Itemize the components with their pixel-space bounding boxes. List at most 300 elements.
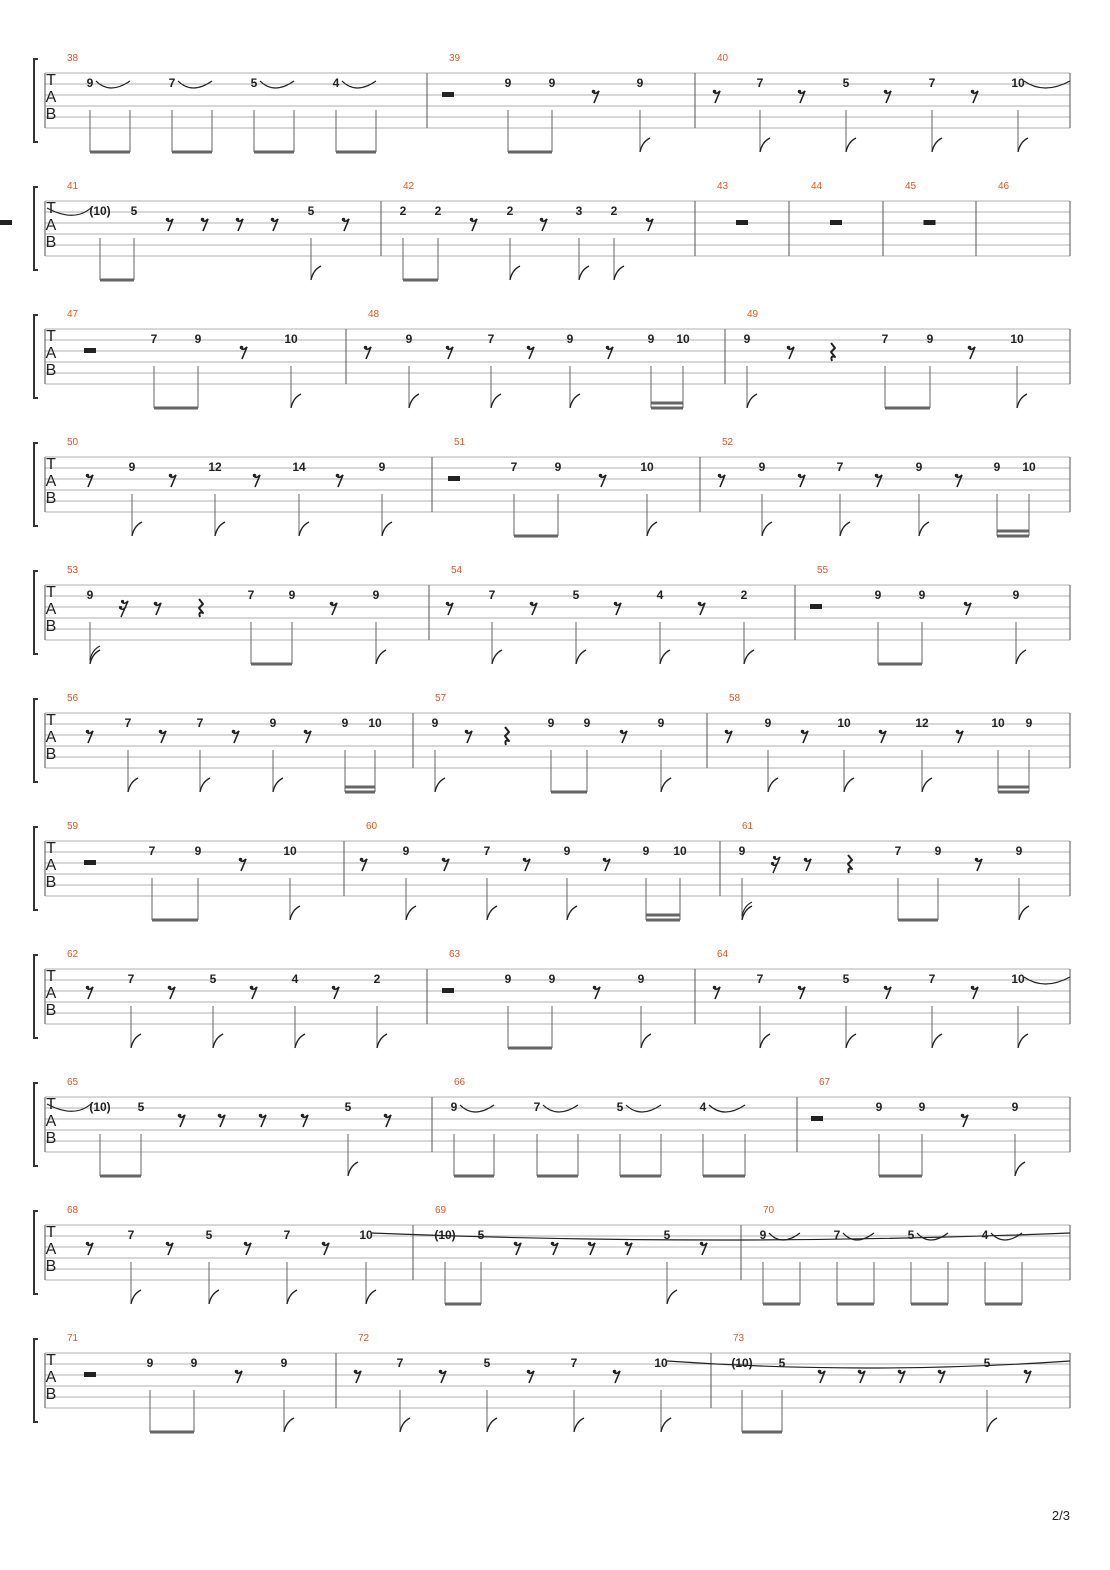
note-flag (844, 778, 854, 792)
fret-number: 7 (150, 332, 158, 346)
fret-number: 10 (991, 716, 1005, 730)
measure-number: 44 (811, 181, 823, 192)
half-rest (448, 476, 460, 481)
measure (442, 949, 651, 1048)
measure-number: 51 (454, 437, 466, 448)
fret-number: (10) (89, 1100, 111, 1114)
fret-number: 7 (510, 460, 518, 474)
fret-number: 7 (881, 332, 889, 346)
tab-clef-letter: T (46, 1224, 56, 1241)
tab-clef-letter: B (45, 618, 57, 635)
fret-number: 9 (1012, 588, 1020, 602)
fret-number: 9 (874, 588, 882, 602)
fret-number: 7 (168, 76, 176, 90)
fret-number: 9 (86, 588, 94, 602)
system-bracket (34, 827, 38, 910)
fret-number: 9 (450, 1100, 458, 1114)
note-flag (128, 778, 138, 792)
tab-system (34, 693, 1070, 792)
note-flag (311, 266, 321, 280)
note-flag (661, 778, 671, 792)
fret-number: 10 (673, 844, 687, 858)
tab-clef-letter: B (45, 746, 57, 763)
measure-number: 46 (998, 181, 1010, 192)
measure-number: 63 (449, 949, 461, 960)
note-flag (742, 906, 752, 920)
fret-number: 7 (836, 460, 844, 474)
tab-clef-letter: B (45, 1130, 57, 1147)
measure (67, 53, 376, 152)
fret-number: 9 (341, 716, 349, 730)
fret-number: 5 (137, 1100, 145, 1114)
fret-number: 10 (368, 716, 382, 730)
fret-number: 9 (743, 332, 751, 346)
tab-clef-letter: A (45, 473, 57, 490)
fret-number: 9 (738, 844, 746, 858)
measure (434, 1205, 707, 1304)
fret-number: 9 (378, 460, 386, 474)
measure (67, 437, 392, 536)
measure-number: 38 (67, 53, 79, 64)
note-flag (382, 522, 392, 536)
system-bracket (34, 699, 38, 782)
measure-number: 66 (454, 1077, 466, 1088)
fret-number: 9 (402, 844, 410, 858)
fret-number: 12 (915, 716, 929, 730)
tab-clef-letter: T (46, 200, 56, 217)
tab-clef-letter: B (45, 874, 57, 891)
tab-clef-letter: T (46, 456, 56, 473)
fret-number: 9 (146, 1356, 154, 1370)
measure-number: 52 (722, 437, 734, 448)
tab-clef-letter: T (46, 712, 56, 729)
fret-number: 7 (533, 1100, 541, 1114)
tab-clef-letter: A (45, 1113, 57, 1130)
tie-arc (342, 81, 376, 88)
note-flag (768, 778, 778, 792)
half-rest (736, 220, 748, 225)
fret-number: 9 (554, 460, 562, 474)
note-flag (647, 522, 657, 536)
fret-number: 2 (506, 204, 514, 218)
measure (67, 1205, 1070, 1304)
note-flag (922, 778, 932, 792)
fret-number: 7 (570, 1356, 578, 1370)
measure (448, 437, 657, 536)
measure-number: 72 (358, 1333, 370, 1344)
fret-number: 7 (283, 1228, 291, 1242)
tab-clef-letter: B (45, 1386, 57, 1403)
fret-number: 5 (483, 1356, 491, 1370)
note-flag (1019, 906, 1029, 920)
measure-number: 53 (67, 565, 79, 576)
measure-number: 45 (905, 181, 917, 192)
tab-clef-letter: B (45, 1258, 57, 1275)
measure-number: 69 (435, 1205, 447, 1216)
note-flag (435, 778, 445, 792)
measure (47, 1077, 391, 1176)
measure-number: 48 (368, 309, 380, 320)
measure-number: 61 (742, 821, 754, 832)
measure-number: 73 (733, 1333, 745, 1344)
fret-number: 5 (907, 1228, 915, 1242)
fret-number: 9 (764, 716, 772, 730)
fret-number: 2 (434, 204, 442, 218)
note-flag (491, 394, 501, 408)
note-flag (846, 1034, 856, 1048)
fret-number: 5 (663, 1228, 671, 1242)
measure-number: 50 (67, 437, 79, 448)
note-flag (570, 394, 580, 408)
note-flag (209, 1290, 219, 1304)
measure-number: 67 (819, 1077, 831, 1088)
measure (811, 1077, 1025, 1176)
note-flag (1018, 138, 1028, 152)
fret-number: 9 (372, 588, 380, 602)
measure (811, 181, 842, 225)
fret-number: 9 (759, 1228, 767, 1242)
tab-clef-letter: B (45, 362, 57, 379)
system-bracket (34, 443, 38, 526)
fret-number: 10 (1011, 76, 1025, 90)
fret-number: 5 (250, 76, 258, 90)
sixteenth-rest (772, 857, 780, 873)
fret-number: 10 (359, 1228, 373, 1242)
fret-number: 9 (926, 332, 934, 346)
fret-number: 9 (548, 76, 556, 90)
note-flag (492, 650, 502, 664)
note-flag (641, 1034, 651, 1048)
fret-number: 2 (373, 972, 381, 986)
measure-number: 68 (67, 1205, 79, 1216)
measure (717, 181, 748, 225)
fret-number: 9 (504, 76, 512, 90)
system-bracket (34, 571, 38, 654)
note-flag (131, 1034, 141, 1048)
note-flag (510, 266, 520, 280)
fret-number: (10) (89, 204, 111, 218)
tab-clef-letter: A (45, 89, 57, 106)
fret-number: 5 (205, 1228, 213, 1242)
quarter-rest (199, 599, 203, 617)
fret-number: 9 (194, 844, 202, 858)
fret-number: 7 (833, 1228, 841, 1242)
measure (432, 693, 671, 792)
note-flag (1018, 1034, 1028, 1048)
measure (905, 181, 936, 225)
note-flag (284, 1418, 294, 1432)
fret-number: 9 (642, 844, 650, 858)
note-flag (487, 1418, 497, 1432)
tie-arc (667, 1361, 1070, 1368)
note-flag (762, 522, 772, 536)
fret-number: 7 (127, 1228, 135, 1242)
note-flag (90, 650, 100, 664)
note-flag (295, 1034, 305, 1048)
fret-number: 3 (575, 204, 583, 218)
fret-number: 9 (918, 588, 926, 602)
measure (400, 181, 653, 280)
note-flag (215, 522, 225, 536)
tie-arc (1024, 81, 1070, 88)
fret-number: 4 (699, 1100, 707, 1114)
measure (810, 565, 1026, 664)
fret-number: 9 (190, 1356, 198, 1370)
fret-number: 5 (209, 972, 217, 986)
tie-arc (917, 1233, 948, 1240)
note-flag (1017, 394, 1027, 408)
note-flag (747, 394, 757, 408)
note-flag (640, 138, 650, 152)
fret-number: 5 (344, 1100, 352, 1114)
note-flag (614, 266, 624, 280)
note-flag (576, 650, 586, 664)
fret-number: 14 (292, 460, 306, 474)
tab-system (34, 949, 1070, 1048)
tab-system (34, 1333, 1070, 1432)
fret-number: 12 (208, 460, 222, 474)
tab-clef-letter: T (46, 584, 56, 601)
note-flag (406, 906, 416, 920)
note-flag (932, 1034, 942, 1048)
quarter-rest (505, 727, 509, 745)
measure-number: 49 (747, 309, 759, 320)
tab-system (34, 437, 1070, 536)
measure-number: 42 (403, 181, 415, 192)
note-flag (348, 1162, 358, 1176)
measure (67, 565, 386, 664)
tab-clef-letter: B (45, 106, 57, 123)
system-bracket (34, 315, 38, 398)
fret-number: 5 (778, 1356, 786, 1370)
note-flag (1015, 1162, 1025, 1176)
measure-number: 40 (717, 53, 729, 64)
fret-number: 7 (488, 588, 496, 602)
note-flag (574, 1418, 584, 1432)
quarter-rest (831, 343, 835, 361)
measure-number: 41 (67, 181, 79, 192)
fret-number: 10 (1022, 460, 1036, 474)
note-flag (744, 650, 754, 664)
fret-number: 9 (915, 460, 923, 474)
fret-number: 9 (657, 716, 665, 730)
measure-number: 64 (717, 949, 729, 960)
note-flag (661, 1418, 671, 1432)
measure-number: 71 (67, 1333, 79, 1344)
note-flag (290, 906, 300, 920)
measure (47, 181, 349, 280)
note-flag (987, 1418, 997, 1432)
page-number: 2/3 (1051, 1508, 1070, 1523)
fret-number: 2 (740, 588, 748, 602)
fret-number: 4 (332, 76, 340, 90)
system-bracket (34, 1211, 38, 1294)
measure-number: 58 (729, 693, 741, 704)
system-bracket (34, 955, 38, 1038)
tab-clef-letter: T (46, 1352, 56, 1369)
system-bracket (34, 59, 38, 142)
tab-clef-letter: T (46, 968, 56, 985)
fret-number: 5 (842, 76, 850, 90)
half-rest (810, 604, 822, 609)
measure (442, 53, 650, 152)
fret-number: 4 (656, 588, 664, 602)
fret-number: 2 (399, 204, 407, 218)
note-flag (287, 1290, 297, 1304)
measure (725, 693, 1033, 792)
measure-number: 70 (763, 1205, 775, 1216)
tab-clef-letter: T (46, 1096, 56, 1113)
note-flag (409, 394, 419, 408)
note-flag (291, 394, 301, 408)
fret-number: 5 (307, 204, 315, 218)
tab-clef-letter: A (45, 345, 57, 362)
measure (760, 1205, 1022, 1304)
measure-number: 54 (451, 565, 463, 576)
note-flag (200, 778, 210, 792)
measure (0, 181, 1010, 225)
fret-number: 7 (247, 588, 255, 602)
fret-number: 9 (647, 332, 655, 346)
fret-number: 9 (918, 1100, 926, 1114)
measure (731, 1333, 1031, 1432)
note-flag (273, 778, 283, 792)
measure (67, 821, 300, 920)
tab-clef-letter: T (46, 328, 56, 345)
measure-number: 65 (67, 1077, 79, 1088)
fret-number: 9 (86, 76, 94, 90)
fret-number: 7 (756, 972, 764, 986)
measure-number: 56 (67, 693, 79, 704)
note-flag (132, 522, 142, 536)
measure-number: 39 (449, 53, 461, 64)
measure (364, 309, 690, 408)
fret-number: 9 (194, 332, 202, 346)
system-bracket (34, 1083, 38, 1166)
quarter-rest (848, 855, 852, 873)
note-flag (131, 1290, 141, 1304)
note-flag (932, 138, 942, 152)
fret-number: 9 (431, 716, 439, 730)
fret-number: 10 (283, 844, 297, 858)
fret-number: 10 (837, 716, 851, 730)
tab-system (34, 821, 1070, 920)
measure (713, 949, 1070, 1048)
tab-system (34, 1205, 1070, 1304)
fret-number: 9 (128, 460, 136, 474)
fret-number: 9 (1015, 844, 1023, 858)
note-flag (660, 650, 670, 664)
tie-arc (178, 81, 212, 88)
tie-arc (96, 81, 130, 88)
fret-number: 7 (928, 76, 936, 90)
tab-clef-letter: A (45, 857, 57, 874)
measure (67, 949, 387, 1048)
tab-clef-letter: A (45, 1241, 57, 1258)
tab-system (34, 1077, 1070, 1176)
note-flag (567, 906, 577, 920)
note-flag (376, 650, 386, 664)
tab-clef-letter: A (45, 217, 57, 234)
fret-number: 5 (130, 204, 138, 218)
measure-number: 57 (435, 693, 447, 704)
system-bracket (34, 1339, 38, 1422)
fret-number: (10) (434, 1228, 456, 1242)
measure (354, 1333, 1070, 1432)
fret-number: 9 (1011, 1100, 1019, 1114)
fret-number: 9 (547, 716, 555, 730)
fret-number: 7 (894, 844, 902, 858)
note-flag (760, 1034, 770, 1048)
fret-number: 9 (280, 1356, 288, 1370)
measure-number: 47 (67, 309, 79, 320)
fret-number: 9 (1025, 716, 1033, 730)
fret-number: 9 (405, 332, 413, 346)
fret-number: 7 (928, 972, 936, 986)
measure (446, 565, 754, 664)
fret-number: 5 (616, 1100, 624, 1114)
fret-number: 7 (148, 844, 156, 858)
fret-number: 9 (583, 716, 591, 730)
note-flag (487, 906, 497, 920)
fret-number: 7 (124, 716, 132, 730)
tab-clef-letter: A (45, 985, 57, 1002)
fret-number: 9 (875, 1100, 883, 1114)
note-flag (579, 266, 589, 280)
tab-clef-letter: A (45, 1369, 57, 1386)
fret-number: 9 (504, 972, 512, 986)
measure (718, 437, 1036, 536)
half-rest (84, 1372, 96, 1377)
tab-clef-letter: A (45, 729, 57, 746)
note-flag (400, 1418, 410, 1432)
measure (739, 821, 1029, 920)
fret-number: 10 (284, 332, 298, 346)
measure (67, 1333, 294, 1432)
measure-number: 60 (366, 821, 378, 832)
half-rest (830, 220, 842, 225)
tab-clef-letter: B (45, 1002, 57, 1019)
fret-number: 10 (1010, 332, 1024, 346)
fret-number: 7 (487, 332, 495, 346)
note-flag (299, 522, 309, 536)
note-flag (667, 1290, 677, 1304)
tie-arc (460, 1105, 494, 1112)
note-flag (840, 522, 850, 536)
fret-number: (10) (731, 1356, 753, 1370)
fret-number: 7 (756, 76, 764, 90)
measure-number: 43 (717, 181, 729, 192)
note-flag (366, 1290, 376, 1304)
half-rest (442, 92, 454, 97)
half-rest (924, 220, 936, 225)
fret-number: 10 (640, 460, 654, 474)
tab-system (34, 565, 1070, 664)
sixteenth-rest (120, 601, 128, 617)
note-flag (377, 1034, 387, 1048)
measure (451, 1077, 745, 1176)
note-flag (1016, 650, 1026, 664)
half-rest (442, 988, 454, 993)
fret-number: 7 (483, 844, 491, 858)
fret-number: 5 (842, 972, 850, 986)
fret-number: 9 (269, 716, 277, 730)
half-rest (811, 1116, 823, 1121)
tie-arc (543, 1105, 578, 1112)
fret-number: 9 (758, 460, 766, 474)
tie-arc (260, 81, 294, 88)
fret-number: 10 (654, 1356, 668, 1370)
